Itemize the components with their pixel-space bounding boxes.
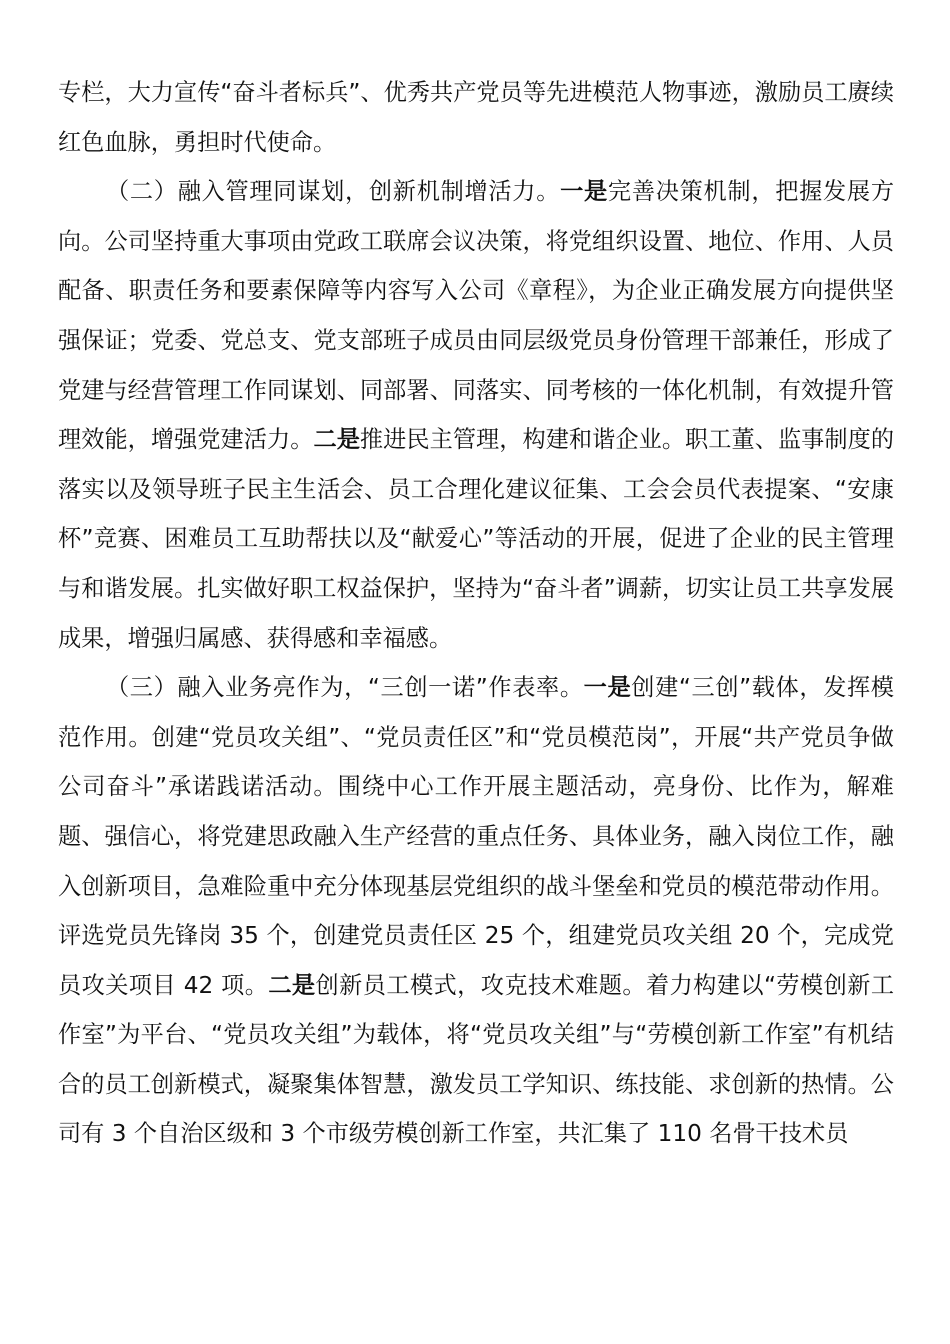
point-marker-1: 一是 <box>560 178 608 206</box>
document-page <box>58 68 894 1159</box>
paragraph-continuation <box>58 68 894 167</box>
paragraph-section-3 <box>58 663 894 1159</box>
point-marker-2: 二是 <box>268 971 316 999</box>
paragraph-section-2 <box>58 167 894 663</box>
paragraph-text: 创建“三创”载体，发挥模范作用。创建“党员攻关组”、“党员责任区”和“党员模范岗”，开展“共产党员争做公司奋斗”承诺践诺活动。围绕中心工作开展主题活动，亮身份、比作为，解难题、强信心，将党建思政融入生产经营的重点任务、具体业务，融入岗位工作，融入创新项目，急难险重中充分体现基层党组织的战斗堡垒和党员的模范带动作用。评选党员先锋岗 35 个，创建党员责任区 25 个，组建党员攻关组 20 个，完成党员攻关项目 42 项。 <box>58 674 894 999</box>
paragraph-text: 创新员工模式，攻克技术难题。着力构建以“劳模创新工作室”为平台、“党员攻关组”为载体，将“党员攻关组”与“劳模创新工作室”有机结合的员工创新模式，凝聚集体智慧，激发员工学知识、练技能、求创新的热情。公司有 3 个自治区级和 3 个市级劳模创新工作室，共汇集了 110 名骨干技术员 <box>58 971 895 1148</box>
paragraph-text: 专栏，大力宣传“奋斗者标兵”、优秀共产党员等先进模范人物事迹，激励员工赓续红色血脉，勇担时代使命。 <box>58 79 894 156</box>
point-marker-1: 一是 <box>583 674 632 702</box>
point-marker-2: 二是 <box>313 426 360 454</box>
paragraph-text: 完善决策机制，把握发展方向。公司坚持重大事项由党政工联席会议决策，将党组织设置、地位、作用、人员配备、职责任务和要素保障等内容写入公司《章程》，为企业正确发展方向提供坚强保证；党委、党总支、党支部班子成员由同层级党员身份管理干部兼任，形成了党建与经营管理工作同谋划、同部署、同落实、同考核的一体化机制，有效提升管理效能，增强党建活力。 <box>58 178 895 454</box>
paragraph-text: 推进民主管理，构建和谐企业。职工董、监事制度的落实以及领导班子民主生活会、员工合理化建议征集、工会会员代表提案、“安康杯”竞赛、困难员工互助帮扶以及“献爱心”等活动的开展，促进了企业的民主管理与和谐发展。扎实做好职工权益保护，坚持为“奋斗者”调薪，切实让员工共享发展成果，增强归属感、获得感和幸福感。 <box>58 426 895 652</box>
section-heading: （二）融入管理同谋划，创新机制增活力。 <box>106 178 561 206</box>
section-heading: （三）融入业务亮作为，“三创一诺”作表率。 <box>106 674 584 702</box>
